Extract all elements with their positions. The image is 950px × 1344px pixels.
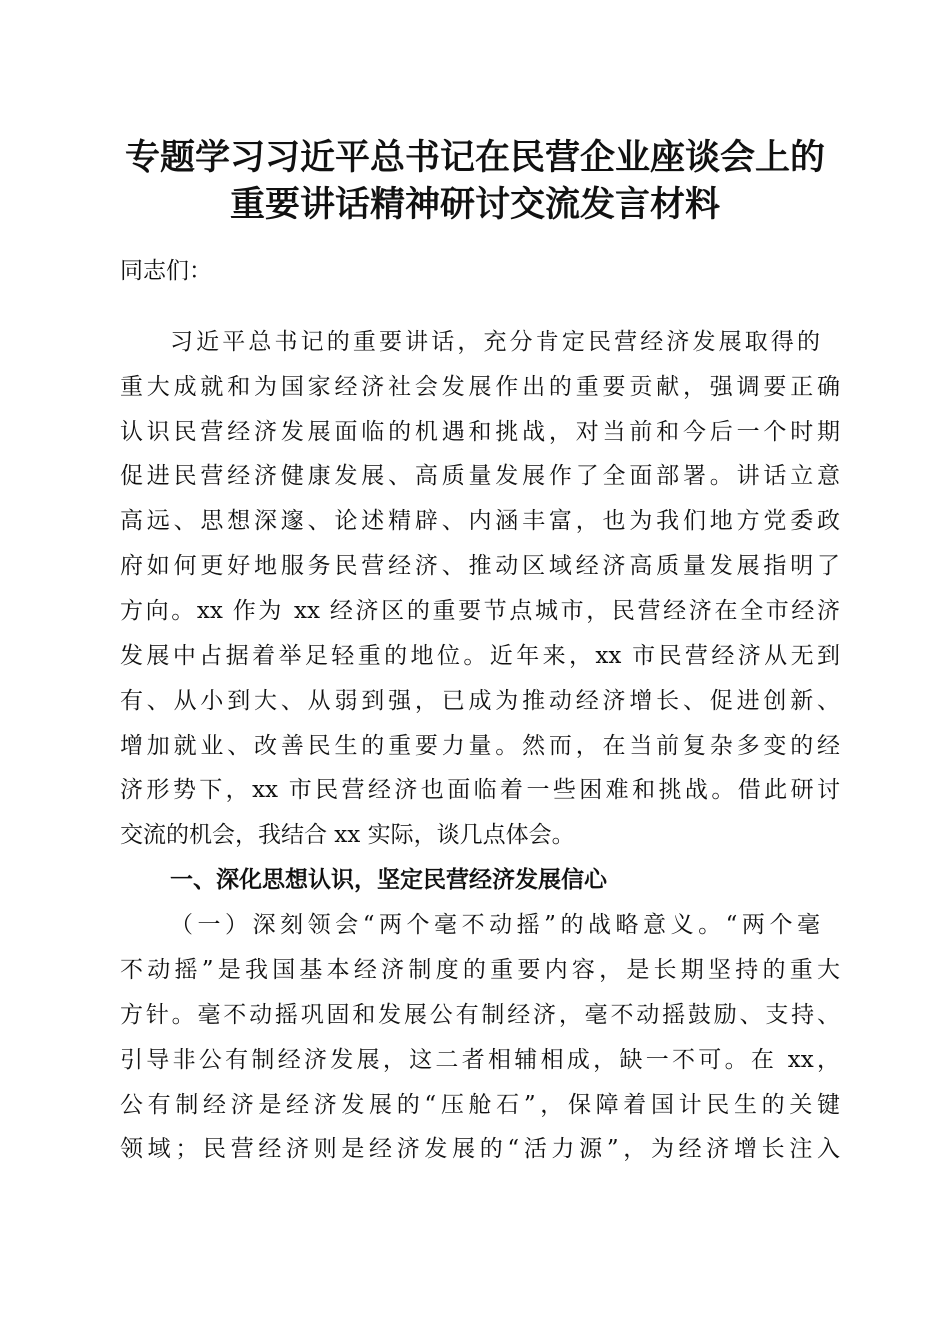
paragraph-line: 济形势下，xx 市民营经济也面临着一些困难和挑战。借此研讨 xyxy=(120,777,840,803)
paragraph-line: 习近平总书记的重要讲话，充分肯定民营经济发展取得的 xyxy=(170,329,820,355)
paragraph-line: 不动摇”是我国基本经济制度的重要内容，是长期坚持的重大 xyxy=(120,957,840,983)
paragraph-line: 领域；民营经济则是经济发展的“活力源”，为经济增长注入 xyxy=(120,1136,840,1162)
paragraph-line: 方向。xx 作为 xx 经济区的重要节点城市，民营经济在全市经济 xyxy=(120,598,840,624)
paragraph-line: 府如何更好地服务民营经济、推动区域经济高质量发展指明了 xyxy=(120,553,840,579)
paragraph-line: （一）深刻领会“两个毫不动摇”的战略意义。“两个毫 xyxy=(170,912,820,938)
paragraph-line: 增加就业、改善民生的重要力量。然而，在当前复杂多变的经 xyxy=(120,733,840,759)
paragraph-line: 认识民营经济发展面临的机遇和挑战，对当前和今后一个时期 xyxy=(120,419,840,445)
document-title-line-1: 专题学习习近平总书记在民营企业座谈会上的 xyxy=(124,137,825,178)
paragraph-line: 引导非公有制经济发展，这二者相辅相成，缺一不可。在 xx， xyxy=(120,1047,840,1073)
paragraph-line: 促进民营经济健康发展、高质量发展作了全面部署。讲话立意 xyxy=(120,463,840,489)
paragraph-line: 方针。毫不动摇巩固和发展公有制经济，毫不动摇鼓励、支持、 xyxy=(120,1002,840,1028)
paragraph-line: 公有制经济是经济发展的“压舱石”，保障着国计民生的关键 xyxy=(120,1092,840,1118)
document-title-line-2: 重要讲话精神研讨交流发言材料 xyxy=(229,184,720,225)
paragraph-line: 高远、思想深邃、论述精辟、内涵丰富，也为我们地方党委政 xyxy=(120,508,840,534)
salutation: 同志们： xyxy=(120,258,212,284)
section-heading: 一、深化思想认识，坚定民营经济发展信心 xyxy=(170,867,607,893)
paragraph-line: 有、从小到大、从弱到强，已成为推动经济增长、促进创新、 xyxy=(120,688,840,714)
paragraph-line: 交流的机会，我结合 xx 实际，谈几点体会。 xyxy=(120,822,575,848)
paragraph-line: 发展中占据着举足轻重的地位。近年来，xx 市民营经济从无到 xyxy=(120,643,840,669)
paragraph-line: 重大成就和为国家经济社会发展作出的重要贡献，强调要正确 xyxy=(120,374,840,400)
